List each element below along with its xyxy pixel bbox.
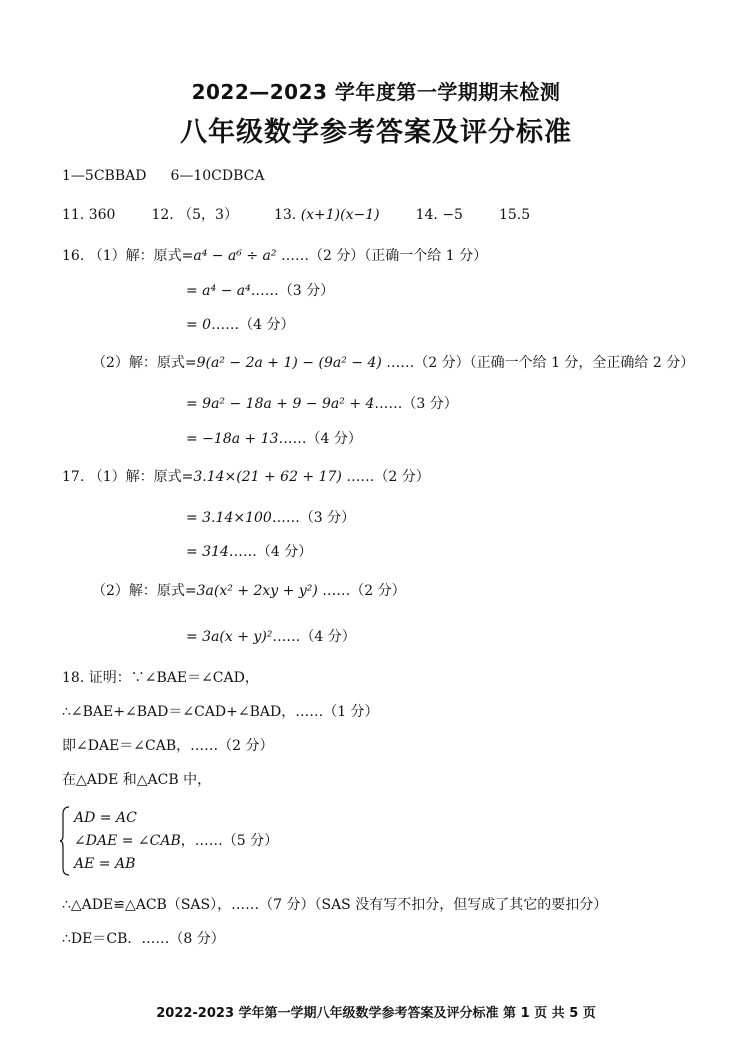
answer-13-label: 13. (273, 207, 297, 223)
q17-part2-line1 (92, 581, 406, 601)
q16-part2-line1 (92, 353, 694, 373)
q17-p2-score: ……（2 分） (317, 583, 406, 599)
q16-p1-step3-expression: = 0 (186, 317, 212, 333)
equation-system-line2-expression: ∠DAE = ∠CAB (74, 833, 181, 849)
q17-p2-step2-expression: = 3a(x + y)² (186, 629, 273, 645)
q18-line6: ∴DE＝CB．……（8 分） (62, 931, 225, 947)
q16-part1-line3 (186, 315, 294, 335)
q16-p2-step2-score: ……（3 分） (374, 396, 458, 412)
q16-p2-score: ……（2 分）（正确一个给 1 分，全正确给 2 分） (381, 355, 695, 371)
q16-p1-score: ……（2 分）（正确一个给 1 分） (276, 248, 488, 264)
answer-12: 12. （5，3） (151, 207, 238, 223)
document-title: 2022—2023 学年度第一学期期末检测 (191, 80, 561, 104)
equation-system-line1: AD = AC (74, 810, 137, 826)
q17-p1-expression: 3.14×(21 + 62 + 17) (193, 469, 342, 485)
q16-p2-step3-expression: = −18a + 13 (186, 431, 279, 447)
q17-p1-step2-score: ……（3 分） (271, 510, 356, 526)
q16-p2-label: （2）解：原式= (92, 355, 197, 371)
answer-13-expression: (x+1)(x−1) (300, 207, 380, 223)
q17-part1-line1 (62, 467, 430, 487)
q17-p1-score: ……（2 分） (341, 469, 430, 485)
q18-line5: ∴△ADE≌△ACB（SAS），……（7 分）（SAS 没有写不扣分，但写成了其它的要扣分） (62, 897, 608, 913)
q16-part1-line2 (186, 281, 334, 301)
q16-p2-expression: 9(a² − 2a + 1) − (9a² − 4) (196, 355, 382, 371)
answer-14: 14. −5 (415, 207, 463, 223)
q16-p1-expression: a⁴ − a⁶ ÷ a² (193, 248, 277, 264)
q17-p2-label: （2）解：原式= (92, 583, 197, 599)
q16-p1-step2-score: ……（3 分） (250, 283, 335, 299)
q16-part2-line2 (186, 394, 458, 414)
q16-p2-step2-expression: = 9a² − 18a + 9 − 9a² + 4 (186, 396, 375, 412)
answer-11: 11. 360 (62, 207, 116, 223)
q17-p1-step3-score: ……（4 分） (228, 544, 313, 560)
page-footer: 2022-2023 学年第一学期八年级数学参考答案及评分标准 第 1 页 共 5 页 (156, 1006, 596, 1021)
choice-answers-row (62, 166, 264, 186)
document-subtitle: 八年级数学参考答案及评分标准 (180, 117, 572, 148)
q16-p1-label: 16. （1）解：原式= (62, 248, 194, 264)
choice-answers-6-10: 6—10CDBCA (170, 168, 265, 184)
equation-system-line2-score: ，……（5 分） (180, 833, 279, 849)
equation-system-line2 (74, 831, 278, 851)
q16-part2-line3 (186, 429, 362, 449)
q17-p1-step3-expression: = 314 (186, 544, 229, 560)
q17-p1-step2-expression: = 3.14×100 (186, 510, 272, 526)
q18-line4: 在△ADE 和△ACB 中， (62, 772, 212, 788)
equation-system-brace (60, 806, 70, 876)
fill-answers-row (62, 205, 530, 225)
q18-line1: 18. 证明：∵∠BAE＝∠CAD， (62, 670, 259, 686)
q16-part1-line1 (62, 246, 487, 266)
q18-line3: 即∠DAE＝∠CAB，……（2 分） (62, 738, 274, 754)
q16-p2-step3-score: ……（4 分） (278, 431, 362, 447)
q17-p2-step2-score: ……（4 分） (272, 629, 356, 645)
equation-system-line3: AE = AB (74, 856, 136, 872)
choice-answers-1-5: 1—5CBBAD (62, 168, 147, 184)
answer-15: 15.5 (498, 207, 531, 223)
q17-part2-line2 (186, 627, 356, 647)
q18-line2: ∴∠BAE+∠BAD＝∠CAD+∠BAD，……（1 分） (62, 704, 379, 720)
q17-p1-label: 17. （1）解：原式= (62, 469, 194, 485)
q17-part1-line3 (186, 542, 312, 562)
q16-p1-step3-score: ……（4 分） (211, 317, 295, 333)
q17-p2-expression: 3a(x² + 2xy + y²) (196, 583, 318, 599)
q17-part1-line2 (186, 508, 355, 528)
q16-p1-step2-expression: = a⁴ − a⁴ (186, 283, 251, 299)
